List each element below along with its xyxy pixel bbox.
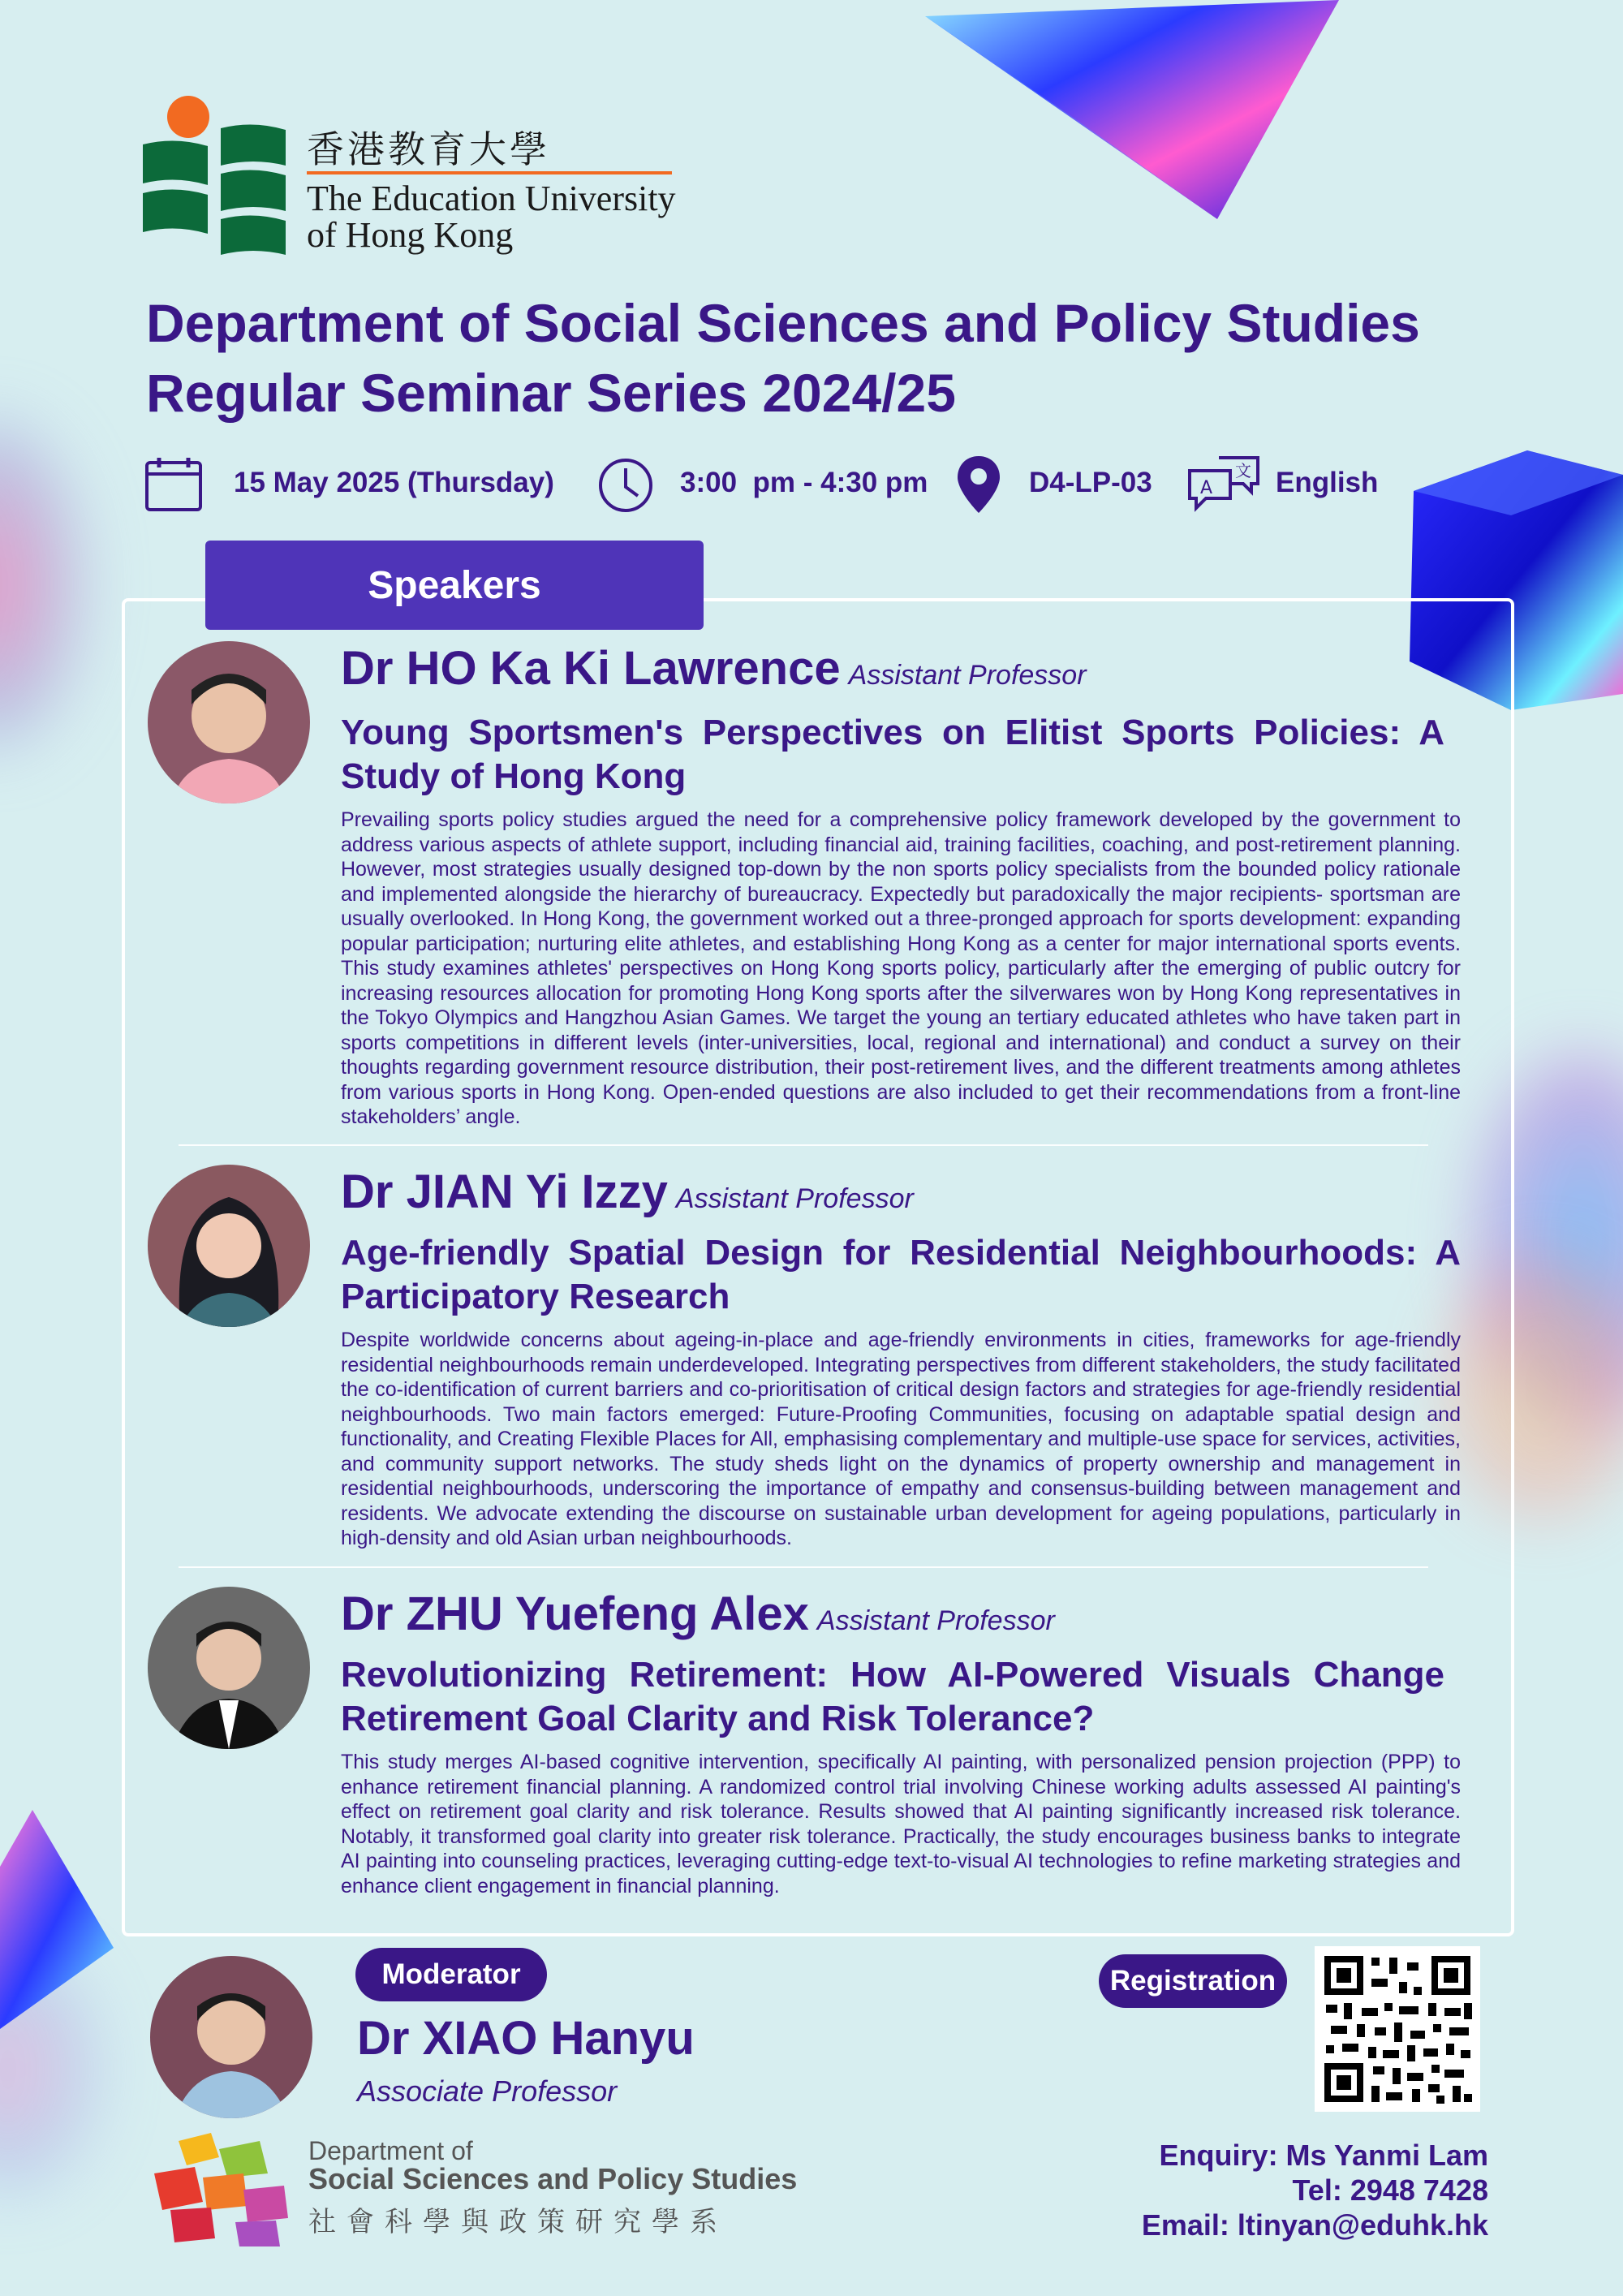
eduhk-logo-icon — [143, 96, 286, 258]
svg-text:文: 文 — [1235, 461, 1251, 480]
decor-blob — [0, 422, 81, 747]
speaker-abstract: Prevailing sports policy studies argued the need for a comprehensive policy framework developed by the government to address various aspects of athlete support, including financial aid, training facilities, coaching, and post-retirement planning. However, most strategies usually designed top-down by the non sports policy specialists from the bounded policy rationale and implemented alongside the hierarchy of bureaucracy. Expectedly but paradoxically the major recipients- sportsman are usually overlooked. In Hong Kong, the government worked out a three-pronged approach for sports development: expanding popular participation; nurturing elite athletes, and establishing Hong Kong as a center for major international sports events. This study examines athletes' perspectives on Hong Kong sports policy, particularly after the emerging of public outcry for increasing resources allocation for promoting Hong Kong sports after the silverwares won by Hong Kong representatives in the Tokyo Olympics and Hangzhou Asian Games. We target the young an tertiary educated athletes who have taken part in sports competitions in different levels (inter-universities, local, regional and international) and conduct a survey on their thoughts regarding government resource distribution, their post-retirement lives, and the different treatments among athletes from various sports in Hong Kong. Open-ended questions are also included to get their recommendations from a front-line stakeholders’ angle. — [341, 808, 1461, 1128]
contact-tel: Tel: 2948 7428 — [1292, 2173, 1488, 2207]
speaker-photo-jian — [148, 1165, 310, 1327]
page-title-line2: Regular Seminar Series 2024/25 — [146, 363, 956, 423]
moderator-role: Associate Professor — [357, 2074, 618, 2108]
page-title-line1: Department of Social Sciences and Policy Studies — [146, 293, 1420, 353]
department-logo-line1: Department of — [308, 2136, 473, 2165]
speaker-name-text: Dr JIAN Yi Izzy — [341, 1165, 668, 1218]
speaker-role: Assistant Professor — [816, 1605, 1055, 1636]
translate-icon — [1186, 454, 1261, 513]
speaker-abstract: Despite worldwide concerns about ageing-in-place and age-friendly environments in cities, frameworks for age-friendly residential neighbourhoods remain underdeveloped. Integrating perspectives from different stakeholders, the study facilitated the co-identification of current barriers and co-prioritisation of critical design factors and strategies for age-friendly residential neighbourhoods. Two main factors emerged: Future-Proofing Communities, focusing on adaptable spatial design and functionality, and Creating Flexible Places for All, emphasising complementary and multiple-use space for services, activities, and community support networks. The study sheds light on the dynamics of property ownership and management in residential neighbourhoods, underscoring the importance of empathy and consensus-building between management and residents. We advocate extending the discourse on sustainable urban development for ageing populations, particularly in high-density and old Asian urban neighbourhoods. — [341, 1329, 1461, 1549]
speaker-name — [341, 1165, 914, 1219]
event-date: 15 May 2025 (Thursday) — [234, 467, 554, 498]
moderator-photo — [150, 1956, 312, 2118]
crystal-pyramid-decoration — [917, 0, 1339, 227]
speaker-topic: Age-friendly Spatial Design for Residential Neighbourhoods: A Participatory Research — [341, 1233, 1461, 1316]
contact-email[interactable]: Email: ltinyan@eduhk.hk — [1141, 2208, 1488, 2242]
clock-icon — [597, 457, 654, 514]
university-name-en-line1: The Education University — [307, 179, 676, 218]
speaker-name — [341, 1587, 1055, 1641]
event-venue: D4-LP-03 — [1029, 467, 1152, 498]
location-pin-icon — [956, 454, 1001, 515]
speaker-name-text: Dr ZHU Yuefeng Alex — [341, 1587, 809, 1640]
event-time: 3:00 pm - 4:30 pm — [680, 467, 928, 498]
contact-enquiry: Enquiry: Ms Yanmi Lam — [1159, 2139, 1488, 2172]
speaker-photo-ho — [148, 641, 310, 803]
logo-orange-rule — [307, 171, 672, 174]
moderator-label: Moderator — [355, 1948, 547, 2001]
registration-qr-code[interactable] — [1315, 1946, 1480, 2112]
contact-block — [1142, 2138, 1488, 2242]
speaker-divider — [179, 1144, 1428, 1146]
registration-label[interactable]: Registration — [1099, 1954, 1287, 2008]
event-language: English — [1276, 467, 1379, 498]
speaker-topic: Revolutionizing Retirement: How AI-Powered Visuals Change Retirement Goal Clarity and Risk Tolerance? — [341, 1655, 1444, 1738]
moderator-name: Dr XIAO Hanyu — [357, 2012, 695, 2065]
calendar-icon — [144, 456, 203, 513]
speaker-role: Assistant Professor — [675, 1183, 914, 1214]
department-logo-icon — [146, 2133, 292, 2246]
speaker-abstract: This study merges AI-based cognitive intervention, specifically AI painting, with personalized pension projection (PPP) to enhance retirement financial planning. A randomized control trial involving Chinese working adults assessed AI painting's effect on retirement goal clarity and risk tolerance. Results showed that AI painting significantly increased risk tolerance. Notably, it transformed goal clarity into greater risk tolerance. Practically, the study encourages business banks to integrate AI painting into counseling practices, leveraging cutting-edge text-to-visual AI technologies to refine marketing strategies and enhance client engagement in financial planning. — [341, 1751, 1461, 1898]
speakers-tab: Speakers — [205, 541, 704, 630]
speaker-name-text: Dr HO Ka Ki Lawrence — [341, 642, 841, 695]
university-name-en-line2: of Hong Kong — [307, 215, 514, 255]
crystal-prism-decoration — [0, 1794, 122, 2037]
university-name-cn: 香港教育大學 — [307, 127, 550, 171]
speaker-photo-zhu — [148, 1587, 310, 1749]
speaker-divider — [179, 1566, 1428, 1568]
speaker-name — [341, 641, 1087, 696]
department-logo-line2: Social Sciences and Policy Studies — [308, 2162, 798, 2195]
svg-text:A: A — [1200, 478, 1213, 498]
department-logo-cn: 社會科學與政策研究學系 — [308, 2206, 728, 2238]
speaker-role: Assistant Professor — [848, 660, 1087, 691]
speaker-topic: Young Sportsmen's Perspectives on Elitist Sports Policies: A Study of Hong Kong — [341, 713, 1444, 796]
